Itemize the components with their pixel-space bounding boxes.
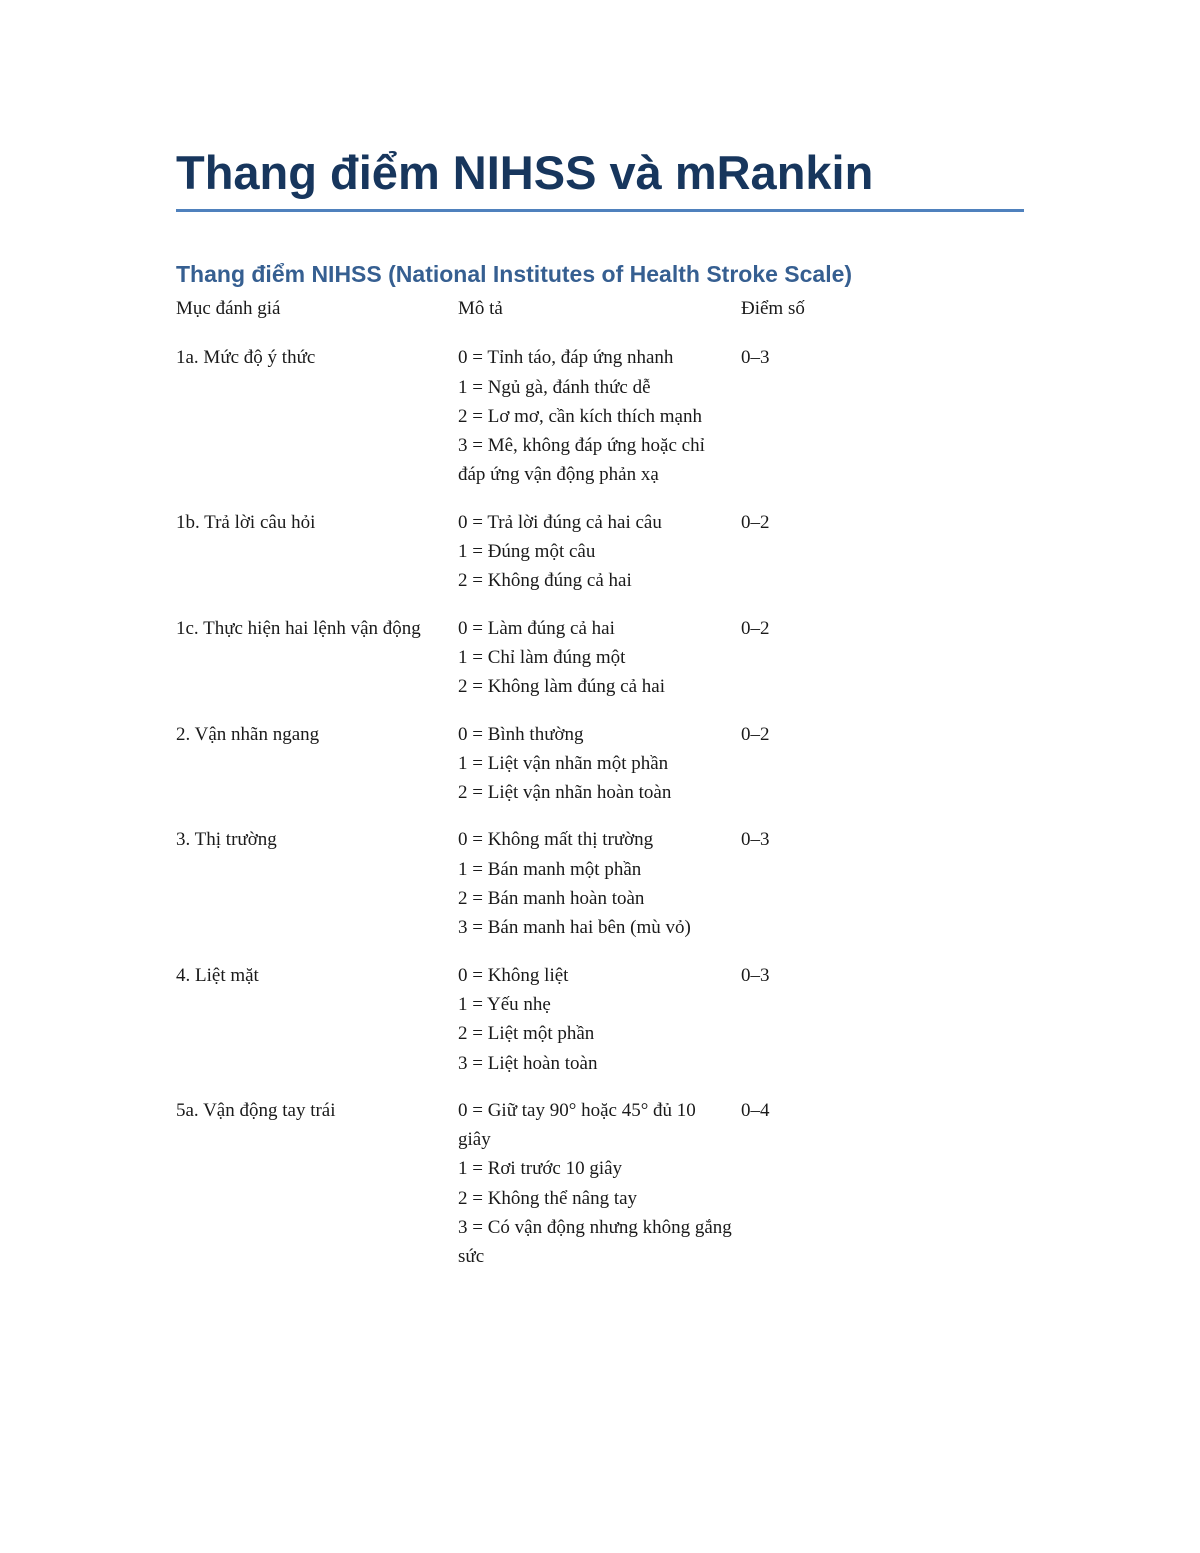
description-line: 1 = Yếu nhẹ (458, 993, 551, 1015)
row-criteria: 1b. Trả lời câu hỏi (176, 511, 316, 533)
row-score: 0–2 (741, 511, 770, 533)
description-line: 2 = Liệt vận nhãn hoàn toàn (458, 782, 672, 804)
description-line: 2 = Không làm đúng cả hai (458, 676, 666, 698)
row-description (458, 614, 741, 702)
table-body (176, 343, 1024, 1271)
table-header-row (176, 294, 1024, 323)
document-page (176, 140, 1024, 1290)
table-row (176, 343, 1024, 489)
description-line: 0 = Làm đúng cả hai (458, 617, 615, 639)
row-criteria: 4. Liệt mặt (176, 964, 259, 986)
table-row (176, 508, 1024, 596)
description-line: 2 = Liệt một phần (458, 1023, 595, 1045)
description-line: 1 = Đúng một câu (458, 541, 596, 563)
description-line: 3 = Có vận động nhưng không gắng sức (458, 1217, 732, 1268)
row-score: 0–3 (741, 829, 770, 851)
header-score: Điểm số (741, 298, 805, 319)
row-description (458, 508, 741, 596)
description-line: 3 = Liệt hoàn toàn (458, 1052, 598, 1074)
row-criteria: 1a. Mức độ ý thức (176, 347, 316, 369)
description-line: 1 = Ngủ gà, đánh thức dễ (458, 376, 651, 398)
row-description (458, 343, 741, 489)
description-line: 0 = Không liệt (458, 964, 569, 986)
row-description (458, 825, 741, 942)
description-line: 2 = Lơ mơ, cần kích thích mạnh (458, 405, 702, 427)
table-row (176, 720, 1024, 808)
description-line: 1 = Bán manh một phần (458, 858, 642, 880)
description-line: 0 = Bình thường (458, 723, 584, 745)
row-description (458, 720, 741, 808)
section-heading-nihss: Thang điểm NIHSS (National Institutes of Health Stroke Scale) (176, 261, 853, 287)
description-line: 0 = Không mất thị trường (458, 829, 654, 851)
description-line: 3 = Bán manh hai bên (mù vỏ) (458, 917, 691, 939)
description-line: 0 = Tỉnh táo, đáp ứng nhanh (458, 347, 674, 369)
row-criteria: 1c. Thực hiện hai lệnh vận động (176, 617, 421, 639)
description-line: 2 = Không thể nâng tay (458, 1187, 638, 1209)
row-score: 0–4 (741, 1099, 770, 1121)
description-line: 1 = Chỉ làm đúng một (458, 646, 626, 668)
description-line: 1 = Rơi trước 10 giây (458, 1158, 623, 1180)
row-description (458, 961, 741, 1078)
description-line: 2 = Bán manh hoàn toàn (458, 888, 645, 910)
table-row (176, 961, 1024, 1078)
row-criteria: 3. Thị trường (176, 829, 277, 851)
title-underline-rule (176, 209, 1024, 212)
description-line: 3 = Mê, không đáp ứng hoặc chỉ đáp ứng vận động phản xạ (458, 435, 705, 486)
description-line: 2 = Không đúng cả hai (458, 570, 632, 592)
table-row (176, 825, 1024, 942)
row-description (458, 1096, 741, 1272)
row-score: 0–2 (741, 723, 770, 745)
row-criteria: 2. Vận nhãn ngang (176, 723, 320, 745)
description-line: 0 = Giữ tay 90° hoặc 45° đủ 10 giây (458, 1099, 696, 1151)
document-title: Thang điểm NIHSS và mRankin (176, 146, 874, 199)
table-row (176, 1096, 1024, 1272)
header-criteria: Mục đánh giá (176, 298, 281, 319)
description-line: 1 = Liệt vận nhãn một phần (458, 752, 669, 774)
row-score: 0–3 (741, 347, 770, 369)
table-row (176, 614, 1024, 702)
description-line: 0 = Trả lời đúng cả hai câu (458, 511, 662, 533)
row-criteria: 5a. Vận động tay trái (176, 1099, 336, 1121)
nihss-table (176, 294, 1024, 1272)
header-description: Mô tả (458, 298, 503, 319)
row-score: 0–3 (741, 964, 770, 986)
row-score: 0–2 (741, 617, 770, 639)
